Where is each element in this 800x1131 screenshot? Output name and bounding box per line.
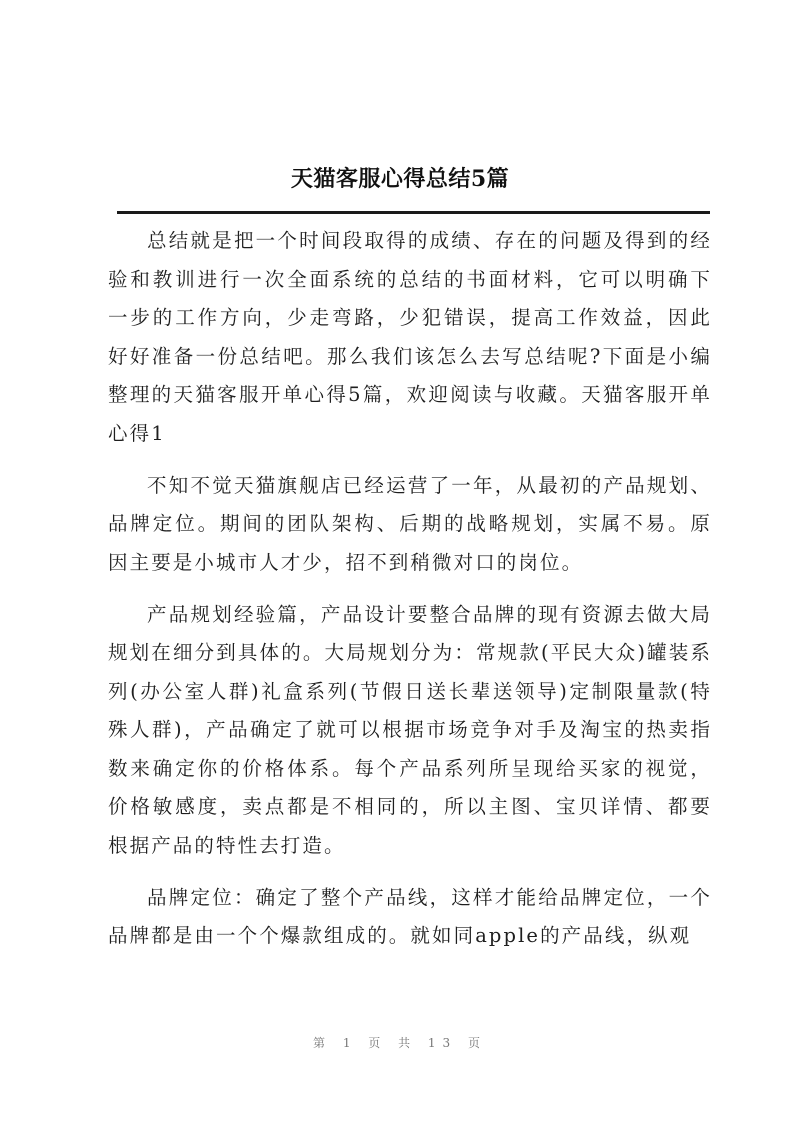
page-number-footer: 第 1 页 共 13 页 [313,1036,487,1050]
paragraph-background: 不知不觉天猫旗舰店已经运营了一年，从最初的产品规划、品牌定位。期间的团队架构、后期的战略规划，实属不易。原因主要是小城市人才少，招不到稍微对口的岗位。 [108,473,712,574]
document-title: 天猫客服心得总结5篇 [290,166,510,192]
document-body [108,222,712,969]
paragraph-product-planning: 产品规划经验篇，产品设计要整合品牌的现有资源去做大局规划在细分到具体的。大局规划分为：常规款(平民大众)罐装系列(办公室人群)礼盒系列(节假日送长辈送领导)定制限量款(特殊人群)，产品确定了就可以根据市场竞争对手及淘宝的热卖指数来确定你的价格体系。每个产品系列所呈现给买家的视觉，价格敏感度，卖点都是不相同的，所以主图、宝贝详情、都要根据产品的特性去打造。 [108,602,712,857]
title-divider [117,211,710,214]
paragraph-intro: 总结就是把一个时间段取得的成绩、存在的问题及得到的经验和教训进行一次全面系统的总结的书面材料，它可以明确下一步的工作方向，少走弯路，少犯错误，提高工作效益，因此好好准备一份总结吧。那么我们该怎么去写总结呢?下面是小编整理的天猫客服开单心得5篇，欢迎阅读与收藏。天猫客服开单心得1 [108,229,712,445]
paragraph-brand-positioning: 品牌定位：确定了整个产品线，这样才能给品牌定位，一个品牌都是由一个个爆款组成的。就如同apple的产品线，纵观 [108,885,712,947]
